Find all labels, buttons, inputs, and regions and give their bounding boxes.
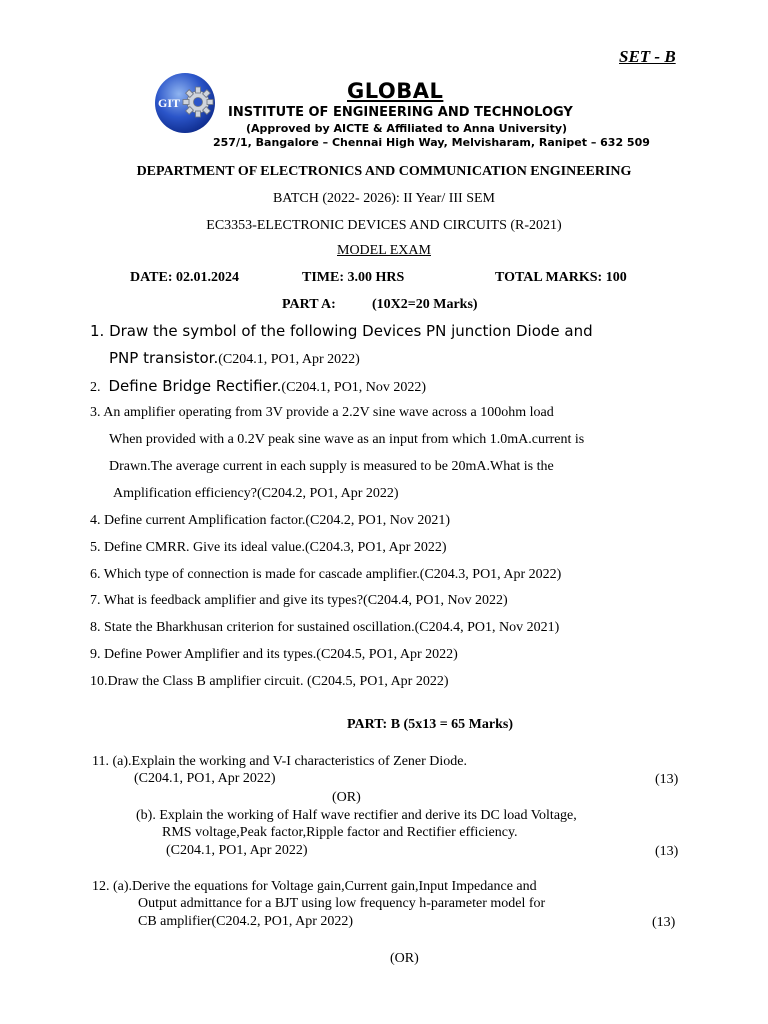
question-11b-line-1: (b). Explain the working of Half wave rectifier and derive its DC load Voltage,	[136, 808, 577, 823]
question-2-ref: (C204.1, PO1, Nov 2022)	[281, 380, 427, 395]
question-6: 6. Which type of connection is made for cascade amplifier.(C204.3, PO1, Apr 2022)	[90, 567, 562, 582]
question-2-text: Define Bridge Rectifier.	[108, 377, 282, 395]
course-title: EC3353-ELECTRONIC DEVICES AND CIRCUITS (R-2021)	[206, 218, 562, 233]
part-b-title: PART: B (5x13 = 65 Marks)	[347, 717, 514, 732]
question-5: 5. Define CMRR. Give its ideal value.(C204.3, PO1, Apr 2022)	[90, 540, 447, 555]
question-4: 4. Define current Amplification factor.(C204.2, PO1, Nov 2021)	[90, 513, 451, 528]
set-label: SET - B	[619, 47, 676, 66]
question-11a-marks: (13)	[655, 772, 679, 787]
question-3-line-3: Drawn.The average current in each supply is measured to be 20mA.What is the	[109, 459, 554, 474]
question-11b-ref: (C204.1, PO1, Apr 2022)	[166, 843, 308, 858]
question-12a-marks: (13)	[652, 915, 676, 930]
department-title: DEPARTMENT OF ELECTRONICS AND COMMUNICATION ENGINEERING	[136, 164, 632, 179]
question-1-line-1: 1. Draw the symbol of the following Devices PN junction Diode and	[90, 322, 593, 340]
gear-icon	[154, 72, 216, 134]
question-12a-line-1: 12. (a).Derive the equations for Voltage gain,Current gain,Input Impedance and	[92, 879, 537, 894]
question-2-number: 2.	[90, 380, 101, 395]
institution-subtitle: INSTITUTE OF ENGINEERING AND TECHNOLOGY	[228, 105, 573, 120]
institution-name: GLOBAL	[347, 79, 444, 103]
question-3-line-2: When provided with a 0.2V peak sine wave as an input from which 1.0mA.current is	[109, 432, 585, 447]
part-a-marks: (10X2=20 Marks)	[372, 297, 478, 312]
institution-logo	[154, 72, 216, 134]
question-1-line-2	[109, 349, 360, 368]
question-8: 8. State the Bharkhusan criterion for sustained oscillation.(C204.4, PO1, Nov 2021)	[90, 620, 560, 635]
question-11-or: (OR)	[332, 790, 361, 805]
question-3-line-1: 3. An amplifier operating from 3V provide a 2.2V sine wave across a 100ohm load	[90, 405, 554, 420]
question-12-or: (OR)	[390, 951, 419, 966]
question-9: 9. Define Power Amplifier and its types.(C204.5, PO1, Apr 2022)	[90, 647, 458, 662]
question-3-line-4: Amplification efficiency?(C204.2, PO1, Apr 2022)	[113, 486, 399, 501]
question-2	[90, 377, 426, 396]
question-1-ref: (C204.1, PO1, Apr 2022)	[218, 352, 360, 367]
institution-approval: (Approved by AICTE & Affiliated to Anna University)	[246, 122, 568, 135]
batch-info: BATCH (2022- 2026): II Year/ III SEM	[272, 191, 496, 206]
part-a-title: PART A:	[282, 297, 336, 312]
question-11a-line-1: 11. (a).Explain the working and V-I characteristics of Zener Diode.	[92, 754, 468, 769]
question-11a-ref: (C204.1, PO1, Apr 2022)	[134, 771, 276, 786]
question-11b-line-2: RMS voltage,Peak factor,Ripple factor and Rectifier efficiency.	[162, 825, 518, 840]
question-12a-line-3: CB amplifier(C204.2, PO1, Apr 2022)	[138, 914, 354, 929]
institution-address: 257/1, Bangalore – Chennai High Way, Melvisharam, Ranipet – 632 509	[213, 136, 650, 149]
question-7: 7. What is feedback amplifier and give its types?(C204.4, PO1, Nov 2022)	[90, 593, 508, 608]
total-marks: TOTAL MARKS: 100	[495, 270, 627, 285]
exam-type: MODEL EXAM	[337, 243, 431, 258]
exam-time: TIME: 3.00 HRS	[302, 270, 405, 285]
question-10: 10.Draw the Class B amplifier circuit. (C204.5, PO1, Apr 2022)	[90, 674, 449, 689]
logo-text: GIT	[158, 96, 181, 110]
question-12a-line-2: Output admittance for a BJT using low frequency h-parameter model for	[138, 896, 546, 911]
exam-date: DATE: 02.01.2024	[130, 270, 240, 285]
question-1-text: PNP transistor.	[109, 349, 219, 367]
question-11b-marks: (13)	[655, 844, 679, 859]
